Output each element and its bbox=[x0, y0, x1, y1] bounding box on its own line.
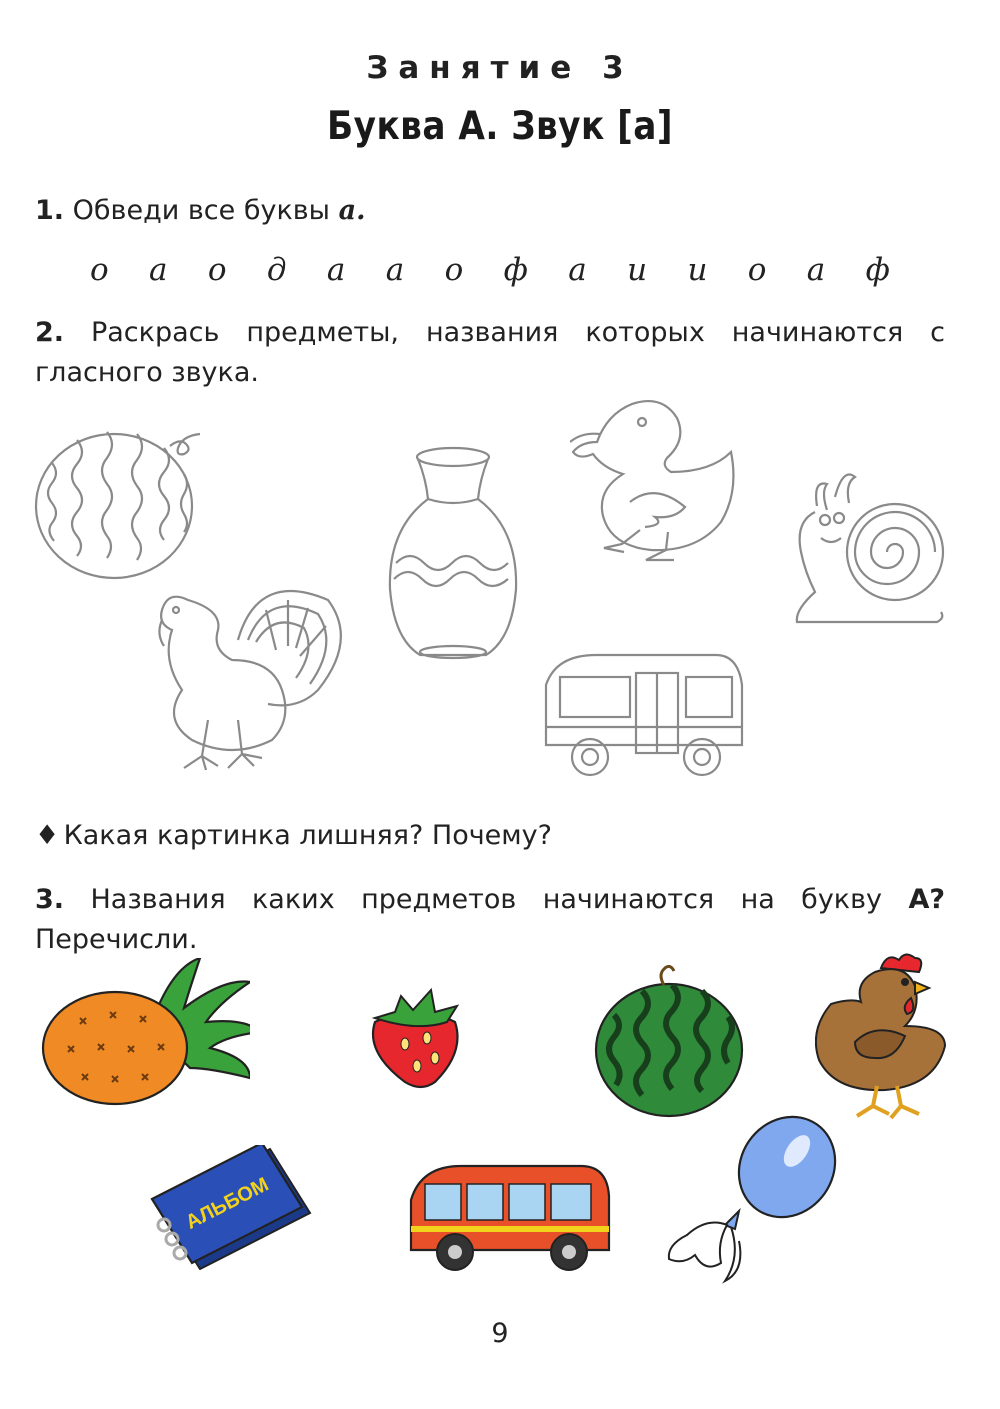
task-2-text: Раскрась предметы, названия которых начинаются с гласного звука. bbox=[35, 317, 945, 388]
letter-item[interactable]: о bbox=[90, 252, 109, 288]
album-icon[interactable] bbox=[140, 1145, 315, 1270]
balloon-icon[interactable] bbox=[665, 1115, 845, 1295]
task-1-text: Обведи все буквы bbox=[72, 195, 330, 226]
letter-item[interactable]: и bbox=[627, 252, 648, 288]
task-3 bbox=[35, 880, 945, 960]
question bbox=[35, 816, 945, 856]
task-1-target-letter: а. bbox=[338, 195, 366, 226]
letter-item[interactable]: ф bbox=[865, 252, 890, 288]
duck-outline-icon[interactable] bbox=[570, 392, 745, 567]
letter-row bbox=[90, 252, 890, 288]
task-1 bbox=[35, 191, 945, 231]
task-3-text-after: Перечисли. bbox=[35, 924, 198, 955]
task-1-number: 1. bbox=[35, 195, 65, 226]
album-cover-text: АЛЬБОМ bbox=[182, 1173, 273, 1234]
turkey-outline-icon[interactable] bbox=[148, 570, 353, 775]
pineapple-icon[interactable] bbox=[40, 958, 250, 1113]
hen-icon[interactable] bbox=[815, 952, 955, 1122]
snail-outline-icon[interactable] bbox=[795, 472, 945, 627]
task-2-number: 2. bbox=[35, 317, 65, 348]
task-2 bbox=[35, 313, 945, 393]
lesson-title: Буква А. Звук [а] bbox=[327, 104, 673, 149]
lesson-label: Занятие 3 bbox=[366, 50, 634, 86]
watermelon-outline-icon[interactable] bbox=[32, 418, 212, 583]
letter-item[interactable]: ф bbox=[503, 252, 528, 288]
question-text: Какая картинка лишняя? Почему? bbox=[63, 820, 552, 851]
diamond-bullet-icon: ♦ bbox=[35, 820, 60, 851]
letter-item[interactable]: о bbox=[207, 252, 227, 288]
letter-item[interactable]: а bbox=[149, 252, 168, 288]
strawberry-icon[interactable] bbox=[365, 982, 475, 1092]
watermelon-icon[interactable] bbox=[592, 965, 747, 1120]
bus-outline-icon[interactable] bbox=[538, 645, 748, 785]
task-3-text: Названия каких предметов начинаются на букву bbox=[90, 884, 883, 915]
vase-outline-icon[interactable] bbox=[388, 445, 518, 665]
letter-item[interactable]: о bbox=[444, 252, 464, 288]
letter-item[interactable]: а bbox=[568, 252, 587, 288]
page-number: 9 bbox=[491, 1318, 509, 1349]
letter-item[interactable]: д bbox=[266, 252, 287, 288]
bus-icon[interactable] bbox=[405, 1160, 615, 1275]
letter-item[interactable]: а bbox=[806, 252, 826, 288]
task-3-number: 3. bbox=[35, 884, 65, 915]
letter-item[interactable]: о bbox=[747, 252, 767, 288]
letter-item[interactable]: и bbox=[687, 252, 708, 288]
letter-item[interactable]: а bbox=[385, 252, 405, 288]
task-3-letter: А? bbox=[908, 884, 945, 915]
letter-item[interactable]: а bbox=[326, 252, 346, 288]
